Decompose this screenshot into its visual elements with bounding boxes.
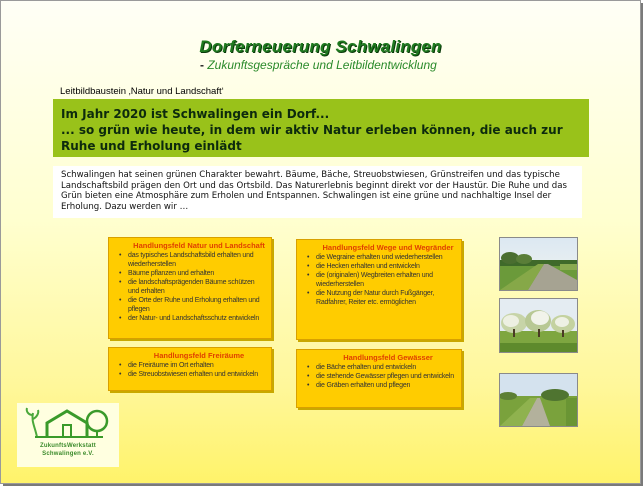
landscape-photo-path (499, 373, 578, 427)
subtitle-dash: - (200, 58, 204, 72)
logo-name: ZukunftsWerkstatt (40, 443, 96, 449)
logo-location: Schwalingen e.V. (42, 451, 94, 457)
landscape-photo-road (499, 237, 578, 291)
card-list (115, 251, 265, 323)
leitbild-label: Leitbildbaustein ‚Natur und Landschaft‘ (60, 86, 224, 97)
vision-line-2: ... so grün wie heute, in dem wir aktiv Natur erleben können, die auch zur (61, 123, 563, 137)
card-heading: Handlungsfeld Wege und Wegränder (322, 243, 454, 252)
list-item: • das typisches Landschaftsbild erhalten und wiederherstellen (123, 251, 265, 269)
card-freiraeume (108, 347, 272, 391)
house-tree-logo-icon (17, 403, 119, 443)
zukunftswerkstatt-logo (17, 403, 119, 467)
list-item: • die Bäche erhalten und entwickeln (311, 363, 455, 372)
card-heading: Handlungsfeld Natur und Landschaft (133, 241, 265, 250)
vision-line-1: Im Jahr 2020 ist Schwalingen ein Dorf... (61, 107, 330, 121)
landscape-road-image (500, 238, 577, 290)
list-item: • die landschaftsprägenden Bäume schützen und erhalten (123, 278, 265, 296)
list-item: • die Gräben erhalten und pflegen (311, 381, 455, 390)
card-gewaesser (296, 349, 462, 408)
list-item: • Bäume pflanzen und erhalten (123, 269, 265, 278)
card-heading: Handlungsfeld Gewässer (343, 353, 433, 362)
slide-title: Dorferneuerung Schwalingen (199, 37, 442, 56)
card-heading: Handlungsfeld Freiräume (153, 351, 245, 360)
list-item: • die Orte der Ruhe und Erholung erhalten und pflegen (123, 296, 265, 314)
vision-line-3: Ruhe und Erholung einlädt (61, 139, 242, 153)
subtitle-text: Zukunftsgespräche und Leitbildentwicklung (207, 58, 437, 72)
card-list (303, 253, 455, 307)
vision-box (53, 99, 589, 157)
list-item: • die Nutzung der Natur durch Fußgänger, Radfahrer, Reiter etc. ermöglichen (311, 289, 455, 307)
list-item: • die Wegraine erhalten und wiederherstellen (311, 253, 455, 262)
card-wege (296, 239, 462, 340)
slide-subtitle (200, 58, 437, 72)
list-item: • die (originalen) Wegbreiten erhalten und wiederherstellen (311, 271, 455, 289)
landscape-photo-orchard (499, 298, 578, 353)
card-list (115, 361, 265, 379)
list-item: • die Hecken erhalten und entwickeln (311, 262, 455, 271)
card-natur-landschaft (108, 237, 272, 339)
list-item: • die Freiräume im Ort erhalten (123, 361, 265, 370)
path-image (500, 374, 577, 426)
card-list (303, 363, 455, 390)
list-item: • die stehende Gewässer pflegen und entwickeln (311, 372, 455, 381)
intro-text: Schwalingen hat seinen grünen Charakter bewahrt. Bäume, Bäche, Streuobstwiesen, Grünstreifen und das typische Landschaftsbild prägen den Ort und das Ortsbild. Das Naturerlebnis beginnt direkt vor der Haustür. Die Ruhe und das Grün bieten eine Atmosphäre zum Erholen und Entspannen. Schwalingen ist eine grüne und nachhaltige Insel der Erholung. Dazu werden wir … (53, 166, 582, 218)
list-item: • der Natur- und Landschaftsschutz entwickeln (123, 314, 265, 323)
list-item: • die Streuobstwiesen erhalten und entwickeln (123, 370, 265, 379)
orchard-image (500, 299, 577, 352)
